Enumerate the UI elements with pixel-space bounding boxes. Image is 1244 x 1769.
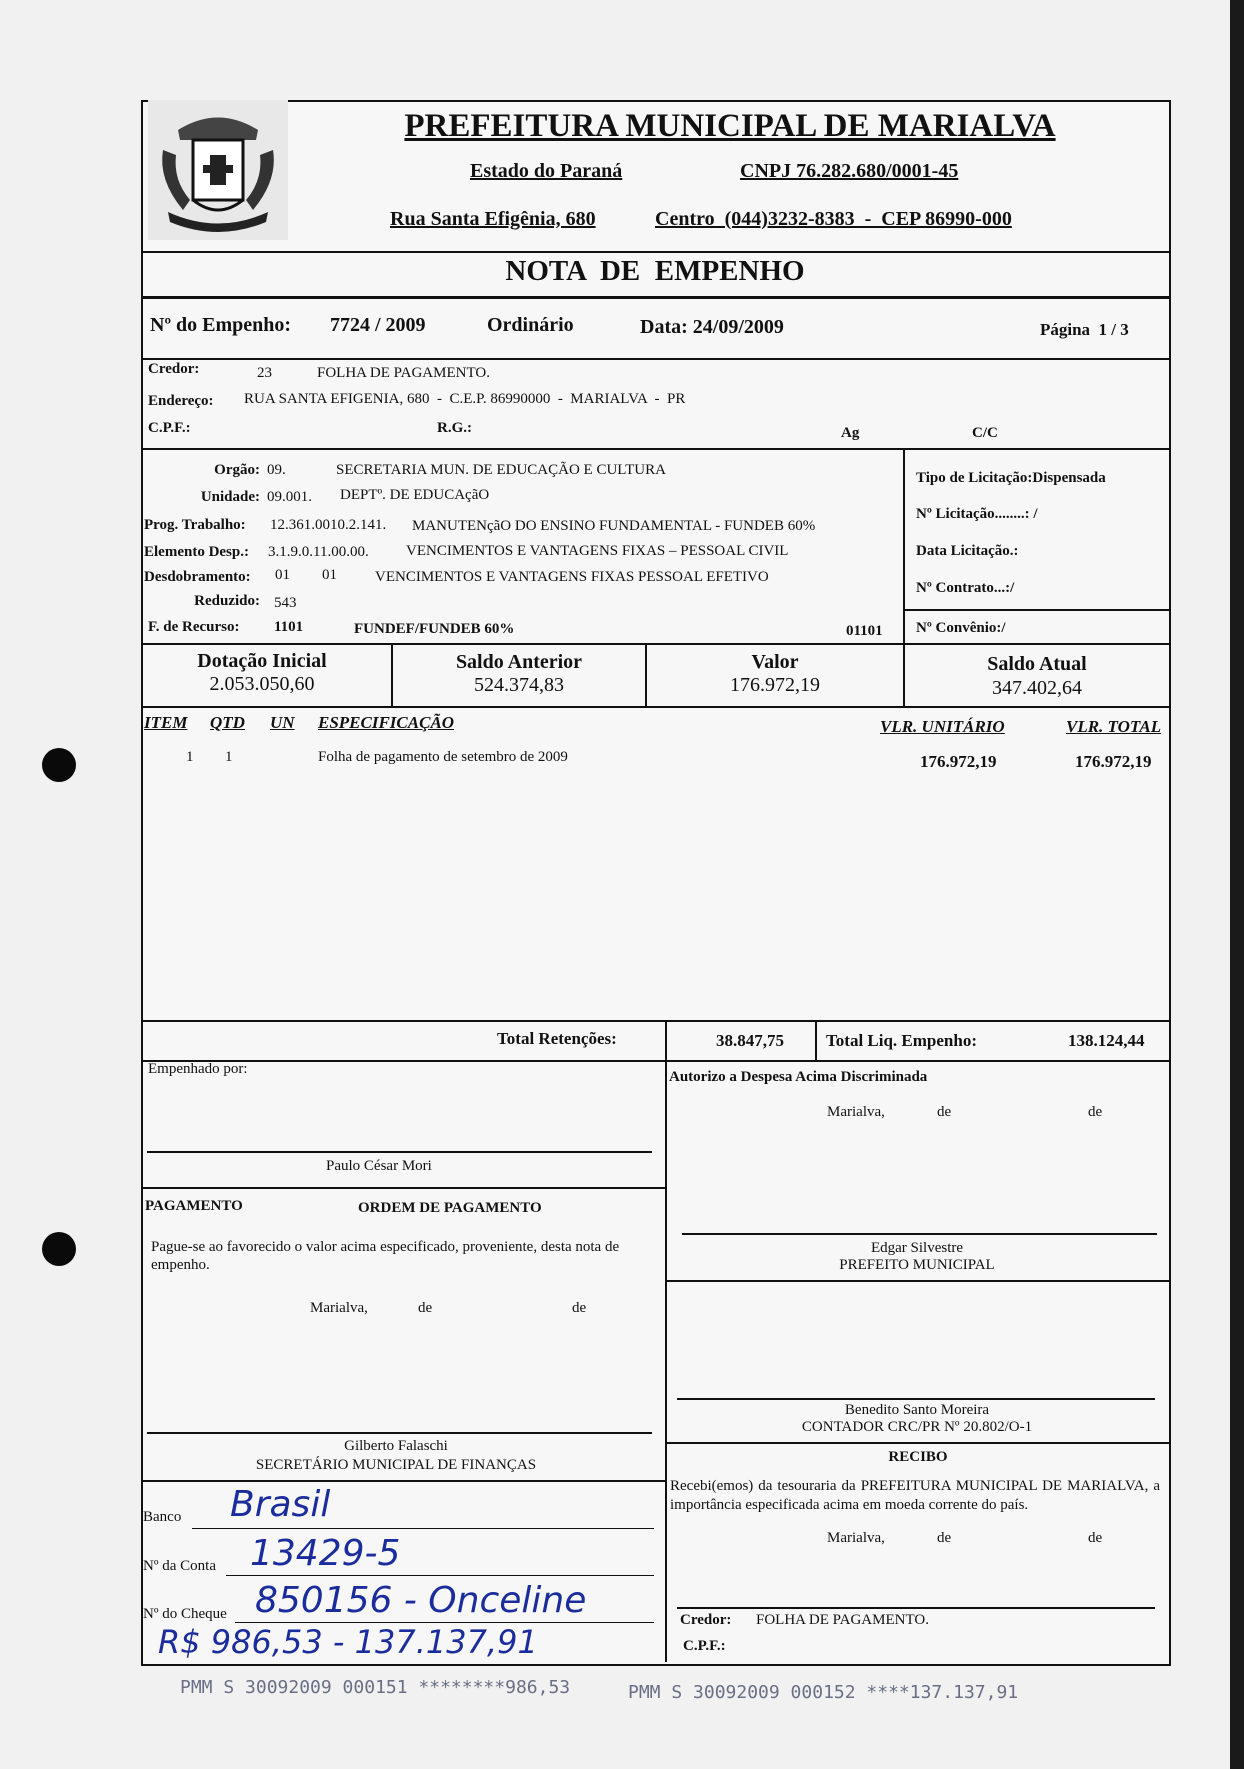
- empenho-type: Ordinário: [487, 314, 574, 336]
- recibo-text: Recebi(emos) da tesouraria da PREFEITURA MUNICIPAL DE MARIALVA, a importância especificada acima em moeda corrente do país.: [670, 1478, 1160, 1513]
- dotacao-value: 2.053.050,60: [209, 673, 315, 695]
- autorizo-label: Autorizo a Despesa Acima Discriminada: [669, 1069, 928, 1085]
- empenho-number: 7724 / 2009: [330, 314, 426, 336]
- licitacao-convenio: Nº Convênio:/: [916, 620, 1006, 636]
- recurso-code: 1101: [274, 619, 304, 635]
- recibo-place: Marialva,: [827, 1530, 885, 1546]
- header-state: Estado do Paraná: [470, 160, 623, 182]
- contador-title: CONTADOR CRC/PR Nº 20.802/O-1: [801, 1419, 1033, 1435]
- rg-label: R.G.:: [437, 420, 472, 436]
- endereco-label: Endereço:: [148, 393, 214, 409]
- prog-code: 12.361.0010.2.141.: [270, 517, 387, 533]
- elemento-label: Elemento Desp.:: [144, 544, 249, 560]
- item-number: 1: [186, 749, 194, 765]
- licitacao-data: Data Licitação.:: [916, 543, 1019, 559]
- cheque-label: Nº do Cheque: [143, 1606, 227, 1622]
- liq-label: Total Liq. Empenho:: [826, 1031, 977, 1050]
- cpf-label: C.P.F.:: [148, 420, 191, 436]
- header-cnpj: CNPJ 76.282.680/0001-45: [740, 160, 959, 182]
- valor-value: 176.972,19: [730, 674, 820, 696]
- cheque-handwriting: 850156 - Onceline: [255, 1580, 587, 1621]
- document-title: NOTA DE EMPENHO: [505, 255, 805, 287]
- orgao-label: Orgão:: [214, 462, 260, 478]
- footer-cpf-label: C.P.F.:: [683, 1638, 726, 1654]
- recurso-code2: 01101: [846, 623, 883, 639]
- banco-handwriting: Brasil: [230, 1484, 331, 1525]
- empenhado-name: Paulo César Mori: [326, 1158, 432, 1174]
- autorizo-place: Marialva,: [827, 1104, 885, 1120]
- item-total-value: 176.972,19: [1075, 752, 1152, 771]
- coat-of-arms-logo: [148, 100, 288, 240]
- item-qtd: 1: [225, 749, 233, 765]
- credor-name: FOLHA DE PAGAMENTO.: [317, 365, 490, 381]
- col-header-spec: ESPECIFICAÇÃO: [318, 713, 455, 732]
- footer-credor-label: Credor:: [680, 1612, 732, 1628]
- credor-label: Credor:: [148, 361, 200, 377]
- col-header-qtd: QTD: [210, 713, 245, 732]
- recurso-label: F. de Recurso:: [148, 619, 240, 635]
- orgao-value: SECRETARIA MUN. DE EDUCAÇÃO E CULTURA: [336, 462, 666, 478]
- binder-hole-bottom: [42, 1232, 76, 1266]
- header-title: PREFEITURA MUNICIPAL DE MARIALVA: [404, 108, 1056, 144]
- dotacao-label: Dotação Inicial: [197, 650, 327, 672]
- licitacao-contrato: Nº Contrato...:/: [916, 580, 1015, 596]
- col-header-un: UN: [270, 713, 295, 732]
- pagamento-de-2: de: [572, 1300, 587, 1316]
- conta-handwriting: 13429-5: [250, 1533, 401, 1574]
- licitacao-numero: Nº Licitação........: /: [916, 506, 1038, 522]
- unidade-label: Unidade:: [200, 489, 260, 505]
- unidade-code: 09.001.: [267, 489, 312, 505]
- header-contact: Centro (044)3232-8383 - CEP 86990-000: [655, 208, 1012, 230]
- empenho-date: Data: 24/09/2009: [640, 316, 784, 338]
- conta-label: Nº da Conta: [143, 1558, 216, 1574]
- saldo-anterior-value: 524.374,83: [474, 674, 564, 696]
- banco-label: Banco: [143, 1509, 182, 1525]
- elemento-value: VENCIMENTOS E VANTAGENS FIXAS – PESSOAL CIVIL: [406, 543, 789, 559]
- orgao-code: 09.: [267, 462, 286, 478]
- cheque-stamp-right: PMM S 30092009 000152 ****137.137,91: [628, 1682, 1019, 1703]
- pague-text: Pague-se ao favorecido o valor acima especificado, proveniente, desta nota de empenho.: [151, 1239, 620, 1273]
- reduzido-label: Reduzido:: [194, 593, 260, 609]
- binder-hole-top: [42, 748, 76, 782]
- desdob-code: 01: [275, 567, 290, 583]
- desdob-label: Desdobramento:: [144, 569, 251, 585]
- autorizo-de-1: de: [937, 1104, 952, 1120]
- ordem-label: ORDEM DE PAGAMENTO: [358, 1200, 542, 1216]
- empenhado-label: Empenhado por:: [148, 1061, 248, 1077]
- contador-name: Benedito Santo Moreira: [844, 1402, 990, 1418]
- liq-value: 138.124,44: [1068, 1031, 1145, 1050]
- prog-value: MANUTENçãO DO ENSINO FUNDAMENTAL - FUNDEB 60%: [412, 518, 816, 534]
- endereco-value: RUA SANTA EFIGENIA, 680 - C.E.P. 86990000 - MARIALVA - PR: [244, 391, 686, 407]
- retencoes-label: Total Retenções:: [497, 1029, 617, 1048]
- extra-handwriting: R$ 986,53 - 137.137,91: [158, 1623, 538, 1661]
- saldo-atual-value: 347.402,64: [992, 677, 1082, 699]
- autorizo-de-2: de: [1088, 1104, 1103, 1120]
- retencoes-value: 38.847,75: [716, 1031, 784, 1050]
- credor-code: 23: [257, 365, 272, 381]
- recurso-value: FUNDEF/FUNDEB 60%: [354, 621, 515, 637]
- licitacao-tipo: Tipo de Licitação:Dispensada: [916, 470, 1106, 486]
- cheque-stamp-left: PMM S 30092009 000151 ********986,53: [180, 1677, 571, 1698]
- desdob-value: VENCIMENTOS E VANTAGENS FIXAS PESSOAL EFETIVO: [375, 569, 769, 585]
- prog-label: Prog. Trabalho:: [144, 517, 246, 533]
- footer-credor-value: FOLHA DE PAGAMENTO.: [756, 1612, 929, 1628]
- unidade-value: DEPTº. DE EDUCAçãO: [340, 487, 490, 503]
- saldo-anterior-label: Saldo Anterior: [455, 651, 583, 673]
- col-header-unit: VLR. UNITÁRIO: [880, 717, 1005, 736]
- elemento-code: 3.1.9.0.11.00.00.: [268, 544, 369, 560]
- recibo-de-2: de: [1088, 1530, 1103, 1546]
- page-indicator: Página 1 / 3: [1040, 320, 1129, 339]
- pagamento-label: PAGAMENTO: [145, 1198, 243, 1214]
- empenho-label: Nº do Empenho:: [150, 314, 292, 336]
- header-street: Rua Santa Efigênia, 680: [390, 208, 596, 230]
- desdob-code2: 01: [322, 567, 337, 583]
- pagamento-de-1: de: [418, 1300, 433, 1316]
- item-unit-value: 176.972,19: [920, 752, 997, 771]
- scan-edge: [1230, 0, 1244, 1769]
- cc-label: C/C: [972, 425, 998, 441]
- prefeito-title: PREFEITO MUNICIPAL: [839, 1257, 995, 1273]
- pagamento-place: Marialva,: [310, 1300, 368, 1316]
- item-spec: Folha de pagamento de setembro de 2009: [318, 749, 568, 765]
- col-header-item: ITEM: [144, 713, 188, 732]
- col-header-total: VLR. TOTAL: [1066, 717, 1162, 736]
- recibo-label: RECIBO: [888, 1449, 948, 1465]
- saldo-atual-label: Saldo Atual: [987, 653, 1087, 675]
- reduzido-value: 543: [274, 595, 297, 611]
- valor-label: Valor: [751, 651, 799, 673]
- secretario-title: SECRETÁRIO MUNICIPAL DE FINANÇAS: [255, 1457, 537, 1473]
- prefeito-name: Edgar Silvestre: [870, 1240, 964, 1256]
- ag-label: Ag: [841, 425, 860, 441]
- secretario-name: Gilberto Falaschi: [344, 1438, 448, 1454]
- recibo-de-1: de: [937, 1530, 952, 1546]
